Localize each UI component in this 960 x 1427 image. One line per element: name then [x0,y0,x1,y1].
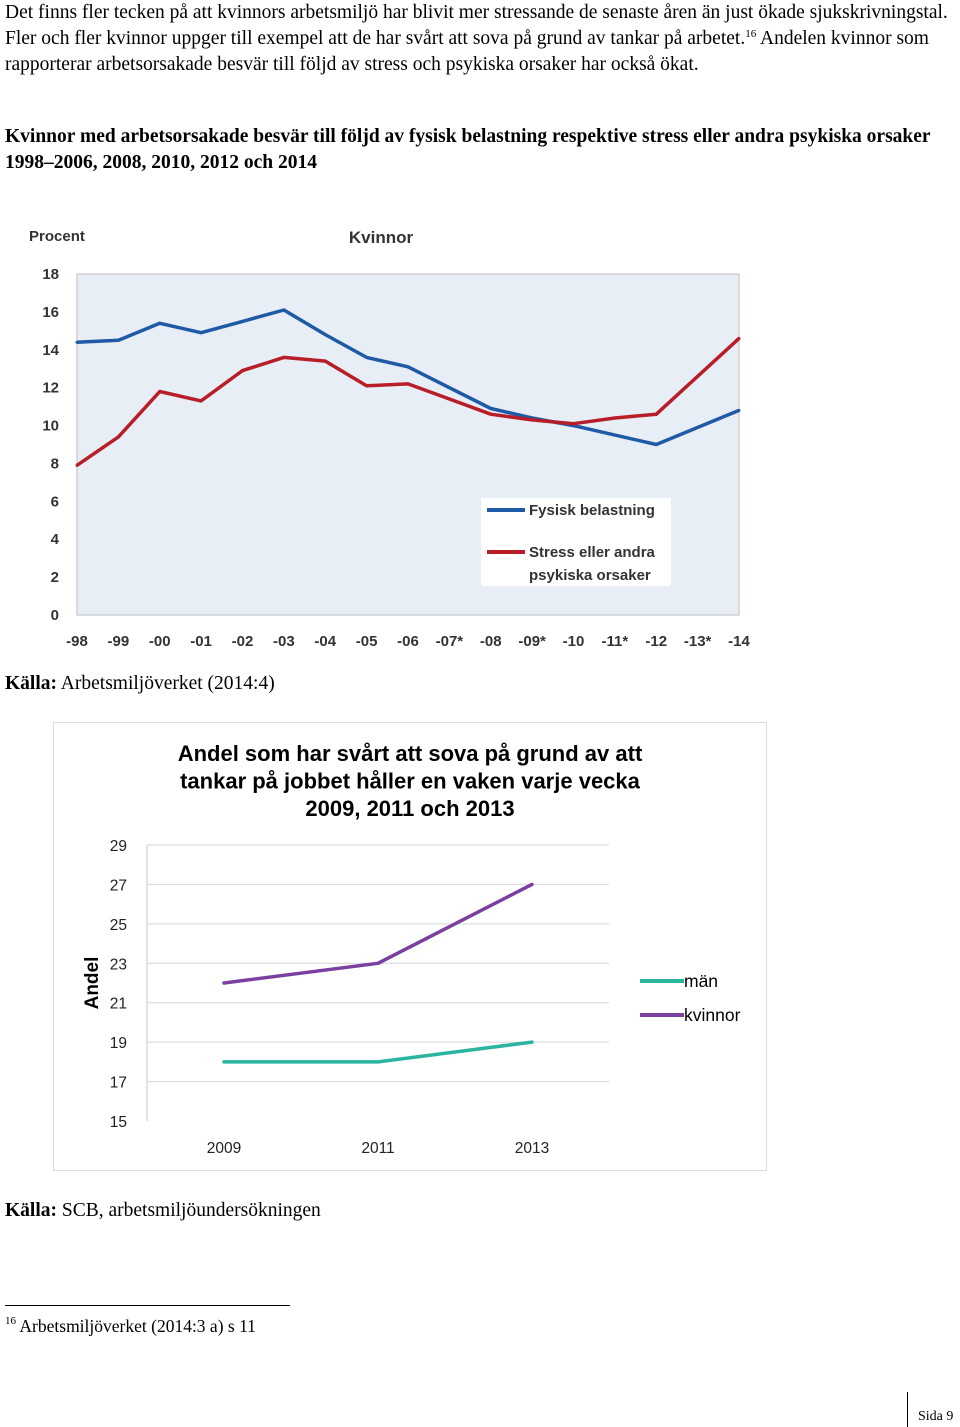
chart-kvinnor-svg [25,222,755,652]
data-point [117,435,120,438]
footnote-divider [5,1305,290,1306]
x-tick-label: -08 [479,633,502,650]
data-point [158,390,161,393]
data-point [613,416,616,419]
data-point [241,320,244,323]
x-tick-label: -99 [107,633,130,650]
data-point [448,386,451,389]
y-tick-label: 29 [109,838,127,855]
data-point [117,339,120,342]
data-point [407,365,410,368]
chart-title: Andel som har svårt att sova på grund av att [177,741,643,766]
x-tick-label: 2011 [361,1140,395,1157]
data-point [200,399,203,402]
source-2-text: SCB, arbetsmiljöundersökningen [57,1200,321,1221]
series-line-kvinnor [224,884,532,983]
y-tick-label: 12 [42,379,59,397]
x-tick-label: -01 [190,633,212,650]
y-tick-label: 17 [109,1074,127,1092]
footnote-number: 16 [5,1315,16,1327]
x-tick-label: -06 [397,633,419,650]
y-tick-label: 15 [109,1114,127,1131]
data-point [489,407,492,410]
data-point [572,422,575,425]
y-tick-label: 16 [42,303,59,321]
figure1-heading: Kvinnor med arbetsorsakade besvär till följd av fysisk belastning respektive stress eller andra psykiska orsaker 1998–2006, 2008, 2010, 2012 och 2014 [5,126,931,173]
y-tick-label: 8 [50,455,59,473]
footnote-text: Arbetsmiljöverket (2014:3 a) s 11 [16,1316,256,1336]
data-point [200,331,203,334]
y-axis-label: Andel [82,956,103,1010]
y-tick-label: 14 [42,341,59,359]
x-tick-label: 2009 [206,1140,242,1157]
x-tick-label: -07* [435,633,464,650]
y-tick-label: 18 [42,266,59,283]
data-point [655,413,658,416]
data-point [365,384,368,387]
source-2 [5,1199,321,1223]
legend [640,971,741,1025]
data-point [738,337,741,340]
data-point [448,398,451,401]
data-point [324,333,327,336]
x-tick-label: 2013 [514,1140,550,1157]
y-tick-label: 6 [50,493,59,511]
chart-sleep-svg [54,723,766,1170]
source-1-label: Källa: [5,673,57,694]
x-tick-label: -14 [728,633,750,650]
data-point [531,418,534,421]
intro-text-cont: Andelen kvinnor som rapporterar arbetsorsakade besvär till följd av stress och psykiska orsaker har också ökat. [5,28,929,75]
y-tick-label: 4 [50,531,59,549]
x-tick-label: -98 [66,633,88,650]
data-point [76,341,79,344]
data-point [407,382,410,385]
y-tick-label: 0 [50,607,59,624]
x-tick-label: -11* [601,633,629,650]
data-point [158,322,161,325]
legend-label: kvinnor [684,1005,741,1025]
x-tick-label: -13* [683,633,712,650]
x-tick-label: -04 [314,633,337,650]
page-number: Sida 9 [918,1409,954,1424]
data-point [76,464,79,467]
data-point [282,356,285,359]
intro-text: Det finns fler tecken på att kvinnors arbetsmiljö har blivit mer stressande de senaste åren än just ökade sjukskrivningstal. Fler och fler kvinnor uppger till exempel att de har svårt att sova på grund av tankar på arbetet. [5,2,948,49]
data-point [489,413,492,416]
data-point [324,360,327,363]
data-point [655,443,658,446]
y-tick-label: 21 [109,995,127,1013]
x-tick-label: -10 [562,633,585,650]
data-point [738,409,741,412]
data-point [282,308,285,311]
series-line-män [224,1042,532,1062]
y-tick-label: 19 [109,1035,127,1053]
legend [481,498,671,586]
footnote-ref[interactable]: 16 [745,28,757,40]
data-point [241,369,244,372]
source-1-text: Arbetsmiljöverket (2014:4) [57,673,275,694]
page-number-divider [907,1392,908,1427]
data-point [365,356,368,359]
legend-label: män [684,971,719,991]
source-1 [5,672,275,696]
y-tick-label: 10 [42,417,59,435]
x-tick-label: -00 [148,633,171,650]
footnote [5,1314,256,1338]
y-tick-label: 27 [109,877,127,895]
x-tick-label: -12 [645,633,668,650]
source-2-label: Källa: [5,1200,57,1221]
x-tick-label: -09* [518,633,546,650]
x-tick-label: -02 [231,633,254,650]
chart-title: tankar på jobbet håller en vaken varje vecka [180,768,640,794]
y-tick-label: 23 [109,956,127,974]
intro-paragraph [5,0,953,78]
legend-label: Stress eller andra [529,544,655,561]
y-tick-label: 2 [50,569,59,587]
chart-kvinnor [25,222,755,652]
chart-sleep [53,722,767,1171]
y-tick-label: 25 [109,916,127,934]
legend-label: psykiska orsaker [529,567,651,584]
x-tick-label: -05 [355,633,378,650]
chart-title: 2009, 2011 och 2013 [305,796,515,821]
x-tick-label: -03 [273,633,295,650]
chart-title: Kvinnor [348,228,414,247]
legend-label: Fysisk belastning [529,502,655,519]
y-axis-label: Procent [29,228,85,245]
